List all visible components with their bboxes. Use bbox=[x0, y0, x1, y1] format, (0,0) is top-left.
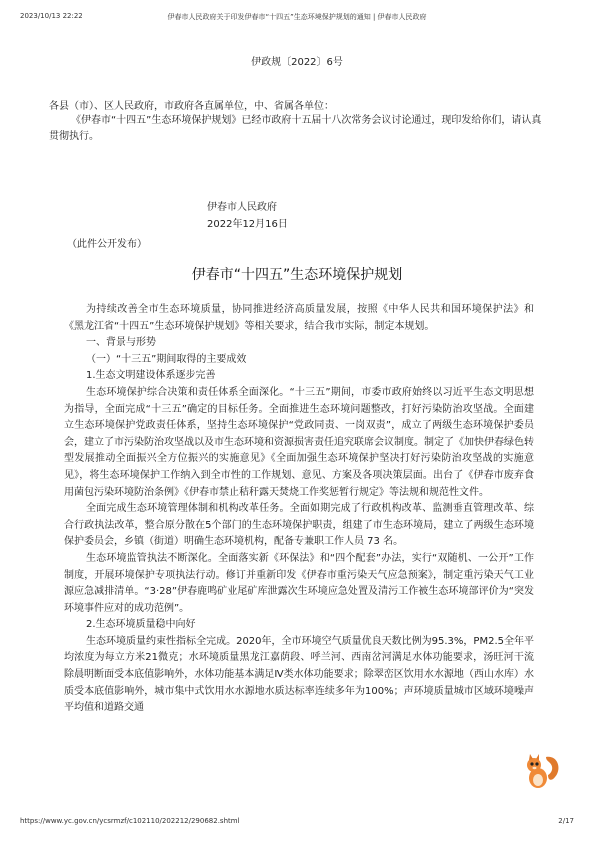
section-heading: 一、背景与形势 bbox=[86, 337, 156, 349]
body-paragraph: 全面完成生态环境管理体制和机构改革任务。全面如期完成了行政机构改革、监测垂直管理改革、综合行政执法改革，整合原分散在5个部门的生态环境保护职责，组建了市生态环境局，建立了两级生态环境保护委员会，乡镇（街道）明确生态环境机构，配备专兼职工作人员 73 名。 bbox=[64, 503, 534, 548]
page-number: 2/17 bbox=[558, 817, 574, 825]
body-paragraph: 生态环境质量约束性指标全完成。2020年，全市环境空气质量优良天数比例为95.3%，PM2.5全年平均浓度为每立方米21微克；水环境质量黑龙江嘉荫段、呼兰河、西南岔河满足水体功能要求，汤旺河干流除晨明断面受本底值影响外，水体功能基本满足Ⅳ类水体功能要求；除翠峦区饮用水水源地（西山水库）水质受本底值影响外，城市集中式饮用水水源地水质达标率连续多年为100%；声环境质量城市区域环境噪声平均值和道路交通 bbox=[64, 635, 534, 714]
print-page-title: 伊春市人民政府关于印发伊春市“十四五”生态环境保护规划的通知 | 伊春市人民政府 bbox=[167, 13, 427, 21]
item-heading: 2.生态环境质量稳中向好 bbox=[86, 619, 196, 631]
signature-date: 2022年12月16日 bbox=[207, 219, 288, 230]
print-timestamp: 2023/10/13 22:22 bbox=[20, 12, 83, 20]
document-number: 伊政规〔2022〕6号 bbox=[251, 57, 343, 68]
squirrel-mascot-icon bbox=[522, 751, 562, 791]
body-paragraph: 生态环境监管执法不断深化。全面落实新《环保法》和“四个配套”办法，实行“双随机、一公开”工作制度，开展环境保护专项执法行动。修订并重新印发《伊春市重污染天气应急预案》，制定重污染天气工业源应急减排清单。“3·28”伊春鹿鸣矿业尾矿库泄露次生环境应急处置及清污工作被生态环境部评价为“突发环境事件应对的成功范例”。 bbox=[64, 552, 534, 614]
plan-body bbox=[64, 302, 534, 717]
plan-title: 伊春市“十四五”生态环境保护规划 bbox=[191, 267, 403, 283]
body-paragraph: 生态环境保护综合决策和责任体系全面深化。“十三五”期间，市委市政府始终以习近平生态文明思想为指导，全面完成“十三五”确定的目标任务。全面推进生态环境问题整改，打好污染防治攻坚战。全面建立生态环境保护党政责任体系，坚持生态环境保护“党政同责、一岗双责”，成立了两级生态环境保护委员会，建立了市污染防治攻坚战以及市生态环境和资源损害责任追究联席会议制度。制定了《加快伊春绿色转型发展推动全面振兴全方位振兴的实施意见》《全面加强生态环境保护坚决打好污染防治攻坚战的实施意见》，将生态环境保护工作纳入到全市性的工作规划、意见、方案及各项决策层面。出台了《伊春市废弃食用菌包污染环境防治条例》《伊春市禁止秸秆露天焚烧工作奖惩暂行规定》等法规和规范性文件。 bbox=[64, 386, 534, 498]
salutation: 各县（市）、区人民政府，市政府各直属单位，中、省属各单位： bbox=[49, 101, 334, 112]
publish-note: （此件公开发布） bbox=[67, 239, 147, 250]
print-url: https://www.yc.gov.cn/ycsrmzf/c102110/202212/290682.shtml bbox=[20, 817, 240, 825]
notice-text: 《伊春市“十四五”生态环境保护规划》已经市政府十五届十八次常务会议讨论通过，现印发给你们，请认真贯彻执行。 bbox=[49, 115, 542, 142]
subsection-heading: （一）“十三五”期间取得的主要成效 bbox=[86, 353, 247, 365]
print-footer bbox=[20, 817, 574, 829]
intro-paragraph: 为持续改善全市生态环境质量，协同推进经济高质量发展，按照《中华人民共和国环境保护法》和《黑龙江省“十四五”生态环境保护规划》等相关要求，结合我市实际，制定本规划。 bbox=[64, 304, 534, 332]
item-heading: 1.生态文明建设体系逐步完善 bbox=[86, 370, 216, 382]
signature-org: 伊春市人民政府 bbox=[207, 202, 277, 213]
print-header bbox=[20, 12, 574, 24]
